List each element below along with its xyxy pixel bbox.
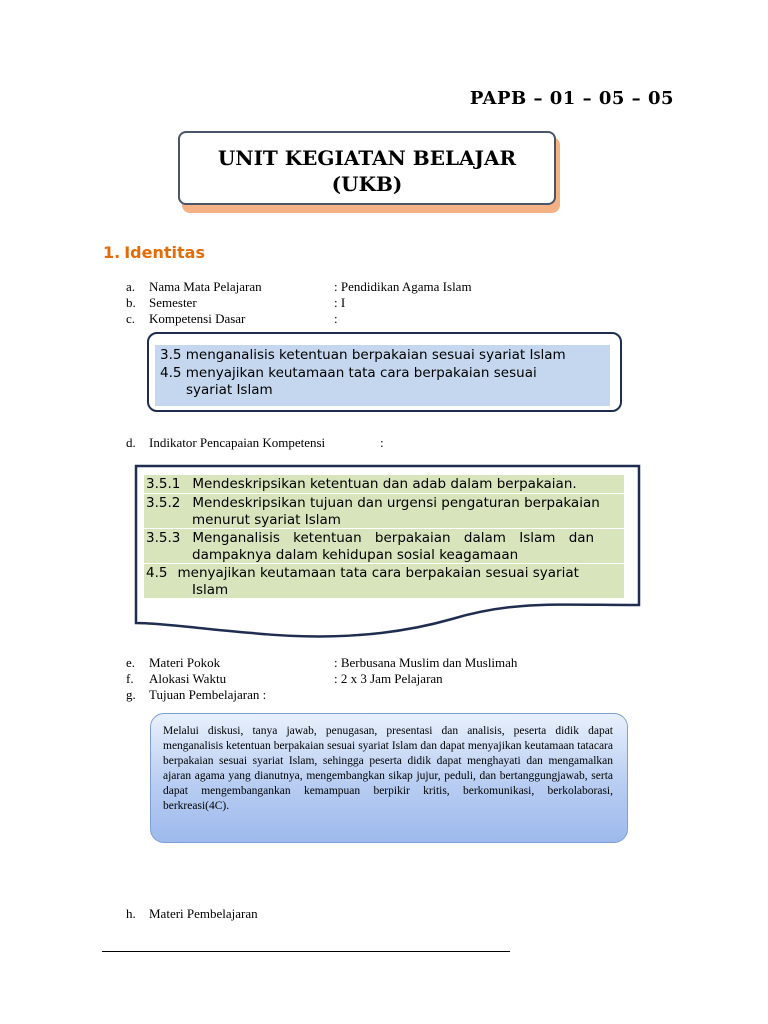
kd-line-1: 3.5 menganalisis ketentuan berpakaian sesuai syariat Islam: [160, 347, 566, 363]
indikator-item-3-cont: dampaknya dalam kehidupan sosial keagamaan: [192, 547, 519, 563]
row-letter: c.: [126, 311, 136, 326]
identity-row-c: [126, 311, 626, 327]
row-value: : Berbusana Muslim dan Muslimah: [334, 655, 518, 670]
identity-row-e: [126, 655, 626, 671]
row-label: Materi Pembelajaran: [149, 906, 258, 921]
row-letter: f.: [126, 671, 134, 686]
indikator-item-4: [146, 565, 579, 582]
kd-line-3: syariat Islam: [186, 382, 273, 398]
indikator-item-2: [146, 495, 600, 512]
row-label: Nama Mata Pelajaran: [149, 279, 262, 294]
row-letter: b.: [126, 295, 136, 310]
row-label: Semester: [149, 295, 197, 310]
kd-line-2: 4.5 menyajikan keutamaan tata cara berpakaian sesuai: [160, 365, 537, 381]
indikator-text: menyajikan keutamaan tata cara berpakaian sesuai syariat: [177, 565, 579, 581]
row-letter: e.: [126, 655, 136, 670]
identity-row-f: [126, 671, 626, 687]
footer-rule: [102, 951, 510, 952]
indikator-label-row: [126, 435, 626, 451]
row-letter: d.: [126, 435, 136, 450]
title-line-1: UNIT KEGIATAN BELAJAR: [217, 146, 517, 170]
row-colon: :: [380, 435, 384, 450]
title-line-2: (UKB): [331, 172, 403, 196]
row-label: Kompetensi Dasar: [149, 311, 246, 326]
indikator-text: Mendeskripsikan ketentuan dan adab dalam berpakaian.: [192, 476, 577, 492]
row-value: : 2 x 3 Jam Pelajaran: [334, 671, 443, 686]
row-letter: a.: [126, 279, 136, 294]
section-number: 1.: [103, 243, 121, 262]
indikator-text: Mendeskripsikan tujuan dan urgensi pengaturan berpakaian: [192, 495, 600, 511]
tujuan-pembelajaran-text: Melalui diskusi, tanya jawab, penugasan, presentasi dan analisis, peserta didik dapat menganalisis ketentuan berpakaian sesuai syariat Islam dan dapat menyajikan keutamaan tatacara berpakaian sesuai syariat Islam, sehingga peserta didik dapat menghayati dan mengamalkan ajaran agama yang dianutnya, mengembangkan sikap jujur, peduli, dan bertanggungjawab, serta dapat mengembangankan kemampuan berpikir kritis, berkomunikasi, berkolaborasi, berkreasi(4C).: [163, 725, 613, 812]
row-letter: g.: [126, 687, 136, 702]
identity-row-h: [126, 906, 626, 922]
section-heading: [103, 243, 205, 262]
indikator-number: 3.5.3: [146, 530, 181, 546]
row-value: : Pendidikan Agama Islam: [334, 279, 472, 294]
row-label: Alokasi Waktu: [149, 671, 227, 686]
identity-row-g: [126, 687, 626, 703]
row-value: : I: [334, 295, 346, 310]
indikator-number: 4.5: [146, 565, 168, 581]
indikator-item-2-cont: menurut syariat Islam: [192, 512, 341, 528]
identity-row-a: [126, 279, 626, 295]
indikator-text: Menganalisis ketentuan berpakaian dalam Islam dan: [192, 530, 595, 546]
tujuan-pembelajaran-box: [150, 713, 628, 843]
indikator-item-3: [146, 530, 624, 547]
document-code: PAPB – 01 – 05 – 05: [469, 88, 674, 109]
indikator-item-4-cont: Islam: [192, 582, 229, 598]
title-box: [178, 131, 556, 205]
row-letter: h.: [126, 906, 136, 921]
section-title: Identitas: [124, 243, 205, 262]
indikator-number: 3.5.2: [146, 495, 181, 511]
row-label: Indikator Pencapaian Kompetensi: [149, 435, 326, 450]
indikator-number: 3.5.1: [146, 476, 181, 492]
identity-row-b: [126, 295, 626, 311]
row-value: :: [334, 311, 338, 326]
row-label: Materi Pokok: [149, 655, 221, 670]
row-label: Tujuan Pembelajaran :: [149, 687, 267, 702]
indikator-item-1: [146, 476, 577, 493]
